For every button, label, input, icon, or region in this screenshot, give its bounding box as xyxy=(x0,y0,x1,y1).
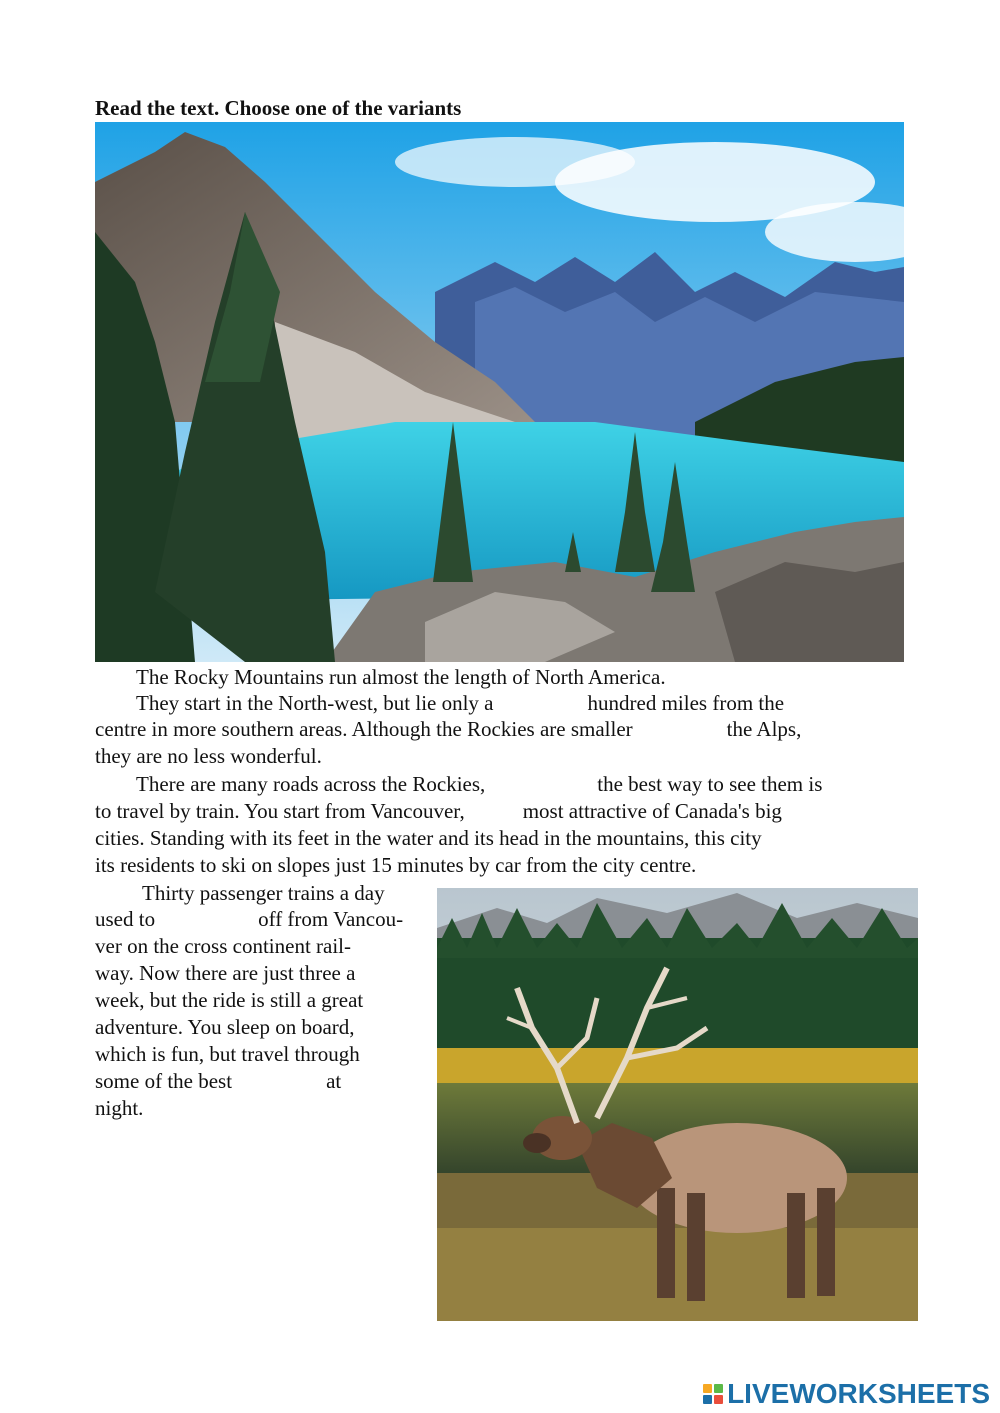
p3-line-4: its residents to ski on slopes just 15 minutes by car from the city centre. xyxy=(95,853,697,877)
p2-line-1-end: hundred miles from the xyxy=(587,691,785,715)
p2-line-2-start: centre in more southern areas. Although the Rockies are smaller xyxy=(95,717,633,741)
elk-photo xyxy=(437,888,918,1321)
p4-line-8-end: at xyxy=(326,1069,342,1093)
p4-line-8-start: some of the best xyxy=(95,1069,233,1093)
page-title: Read the text. Choose one of the variants xyxy=(95,96,462,120)
p2-line-2 xyxy=(95,716,801,742)
p2-line-1 xyxy=(136,690,784,716)
p3-line-2-end: most attractive of Canada's big xyxy=(522,799,782,823)
p2-line-3: they are no less wonderful. xyxy=(95,744,322,768)
p3-line-2 xyxy=(95,798,782,824)
p3-line-1 xyxy=(136,771,822,797)
elk-icon xyxy=(437,888,918,1321)
mountain-lake-photo xyxy=(95,122,904,662)
mountain-lake-icon xyxy=(95,122,904,662)
p4-line-1: Thirty passenger trains a day xyxy=(142,881,385,905)
brand-text: LIVEWORKSHEETS xyxy=(727,1378,990,1409)
p4-line-4: way. Now there are just three a xyxy=(95,961,356,985)
liveworksheets-logo xyxy=(703,1378,990,1410)
p3-line-1-start: There are many roads across the Rockies, xyxy=(136,772,486,796)
p2-line-1-start: They start in the North-west, but lie only a xyxy=(136,691,494,715)
p4-line-9: night. xyxy=(95,1096,144,1120)
p4-line-8 xyxy=(95,1068,341,1094)
p4-line-6: adventure. You sleep on board, xyxy=(95,1015,355,1039)
p1-line-1: The Rocky Mountains run almost the length of North America. xyxy=(136,665,666,689)
p4-line-3: ver on the cross continent rail- xyxy=(95,934,351,958)
p2-line-2-end: the Alps, xyxy=(726,717,802,741)
p3-line-3: cities. Standing with its feet in the water and its head in the mountains, this city xyxy=(95,826,762,850)
p4-line-2-end: off from Vancou- xyxy=(258,907,404,931)
p4-line-7: which is fun, but travel through xyxy=(95,1042,360,1066)
p3-line-1-end: the best way to see them is xyxy=(597,772,823,796)
logo-blocks-icon xyxy=(703,1384,723,1404)
p4-line-5: week, but the ride is still a great xyxy=(95,988,364,1012)
p4-line-2-start: used to xyxy=(95,907,156,931)
p4-line-2 xyxy=(95,906,403,932)
p3-line-2-start: to travel by train. You start from Vancouver, xyxy=(95,799,465,823)
